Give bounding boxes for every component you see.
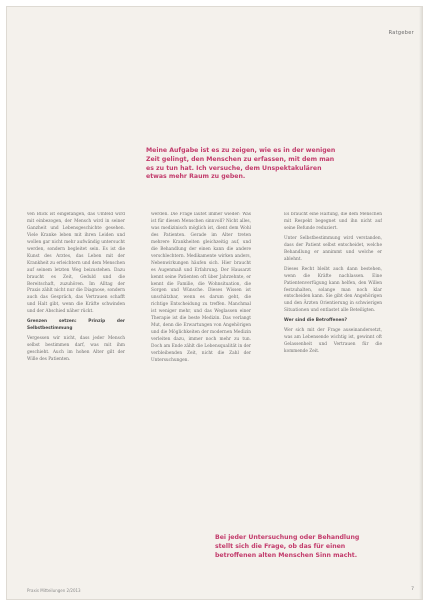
column-3-paragraph: Es braucht eine Haltung, die dem Menschen mit Respekt begegnet und ihn nicht auf seine Befunde reduziert. (284, 212, 382, 231)
page-gutter (419, 7, 422, 599)
text-column-3 (284, 212, 382, 522)
pull-quote-bottom: Bei jeder Untersuchung oder Behandlung stellt sich die Frage, ob das für einen betroffenen alten Menschen Sinn macht. (215, 534, 360, 559)
text-column-1 (27, 212, 125, 497)
column-3-paragraph: Dieses Recht bleibt auch dann bestehen, wenn die Kräfte nachlassen. Eine Patientenverfügung kann helfen, den Willen festzuhalten, solange man noch klar entscheiden kann. Sie gibt den Angehörigen und den Ärzten Orientierung in schwierigen Situationen und entlastet alle Beteiligten. (284, 266, 382, 314)
section-tag: Ratgeber (388, 30, 414, 36)
column-3-paragraph: Unter Selbstbestimmung wird verstanden, dass der Patient selbst entscheidet, welche Behandlung er annimmt und welche er ablehnt. (284, 235, 382, 262)
page-footer: Praxis Mitteilungen 2/2013 (27, 588, 81, 593)
column-1-paragraph: ven Blick ist eingefangen, das Umfeld wird mit einbezogen, der Mensch wird in seiner Ganzheit und Lebensgeschichte gesehen. Viele Kranke leben mit ihren Leiden und wollen gar nicht mehr aufwändig untersucht werden, sondern begleitet sein. Es ist die Kunst des Arztes, das Leben mit der Krankheit zu erleichtern und dem Menschen auf seinem letzten Weg beizustehen. Dazu braucht es Zeit, Geduld und die Bereitschaft, zuzuhören. Im Alltag der Praxis zählt nicht nur die Diagnose, sondern auch das Gespräch, das Vertrauen schafft und Halt gibt, wenn die Kräfte schwinden und der Abschied näher rückt. (27, 212, 125, 315)
column-2-paragraph: werden. Die Frage lautet immer wieder: Was ist für diesen Menschen sinnvoll? Nicht alles, was medizinisch möglich ist, dient dem Wohl des Patienten. Gerade im Alter treten mehrere Krankheiten gleichzeitig auf, und die Behandlung der einen kann die andere verschlechtern. Medikamente wirken anders, Nebenwirkungen häufen sich. Hier braucht es Augenmaß und Erfahrung. Der Hausarzt kennt seine Patienten oft über Jahrzehnte, er kennt die Familie, die Wohnsituation, die Sorgen und Wünsche. Dieses Wissen ist unschätzbar, wenn es darum geht, die richtige Entscheidung zu treffen. Manchmal ist weniger mehr, und das Weglassen einer Therapie ist die beste Medizin. Das verlangt Mut, denn die Erwartungen von Angehörigen und die Möglichkeiten der modernen Medizin verleiten dazu, immer noch mehr zu tun. Doch am Ende zählt die Lebensqualität in der verbleibenden Zeit, nicht die Zahl der Untersuchungen. (151, 212, 251, 364)
pull-quote-top: Meine Aufgabe ist es zu zeigen, wie es in der wenigen Zeit gelingt, den Menschen zu erfassen, mit dem man es zu tun hat. Ich versuche, dem Unspektakulären etwas mehr Raum zu geben. (146, 147, 336, 181)
column-1-paragraph: Vergessen wir nicht, dass jeder Mensch selbst bestimmen darf, was mit ihm geschieht. Auch im hohen Alter gilt der Wille des Patienten. (27, 336, 125, 363)
column-3-paragraph: Wer sich mit der Frage auseinandersetzt, was am Lebensende wichtig ist, gewinnt oft Gelassenheit und Vertrauen für die kommende Zeit. (284, 328, 382, 355)
page-number: 7 (411, 587, 414, 592)
column-1-subheading: Grenzen setzen: Prinzip der Selbstbestimmung (27, 319, 125, 332)
text-column-2 (151, 212, 251, 527)
column-3-subheading: Wer sind die Betroffenen? (284, 318, 347, 324)
magazine-page (6, 6, 423, 600)
